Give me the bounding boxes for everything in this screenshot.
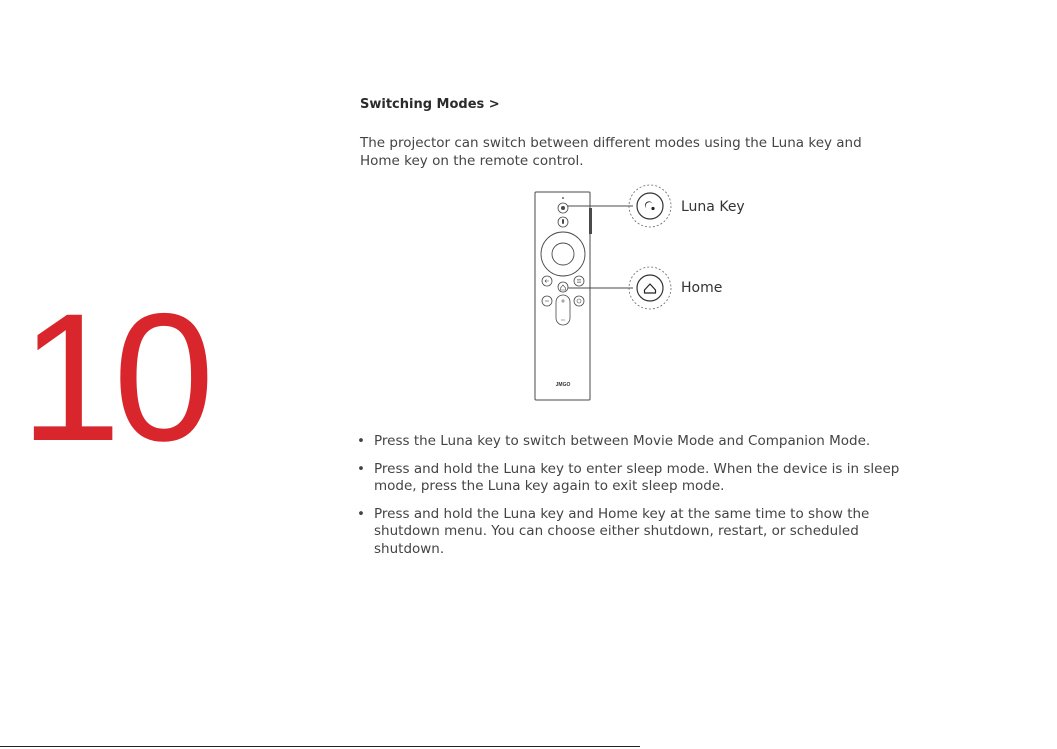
settings-key: [542, 296, 552, 306]
back-key: [542, 276, 552, 286]
list-item: [357, 433, 917, 451]
bullet-symbol: •: [357, 433, 365, 449]
home-key-on-remote: [558, 282, 568, 292]
section-title: Switching Modes >: [360, 97, 500, 112]
remote-control-figure: [520, 182, 780, 407]
footer-divider: [0, 746, 640, 747]
list-item-text: Press the Luna key to switch between Movie Mode and Companion Mode.: [374, 433, 871, 449]
bullet-symbol: •: [357, 460, 365, 477]
remote-side-button: [589, 208, 592, 234]
focus-key: [574, 296, 584, 306]
remote-brand: JMGO: [555, 382, 571, 388]
menu-key: [574, 276, 584, 286]
list-item-text: Press and hold the Luna key to enter sleep mode. When the device is in sleep mode, press the Luna key again to exit sleep mode.: [374, 460, 900, 494]
remote-control-illustration: [520, 182, 780, 407]
list-item: [357, 461, 917, 496]
home-icon: [629, 267, 671, 309]
list-item: [357, 506, 917, 559]
home-key-label: Home: [681, 280, 723, 296]
dpad-center: [552, 243, 574, 265]
page-number: 10: [20, 275, 207, 479]
intro-paragraph: The projector can switch between different modes using the Luna key and Home key on the remote control.: [360, 135, 862, 169]
luna-icon: [629, 185, 671, 227]
bullet-symbol: •: [357, 505, 365, 522]
luna-key-label: Luna Key: [681, 199, 745, 215]
voice-key: [558, 217, 568, 227]
instruction-list: [357, 433, 917, 568]
luna-key-on-remote: [558, 203, 568, 213]
list-item-text: Press and hold the Luna key and Home key at the same time to show the shutdown menu. You can choose either shutdown, restart, or scheduled shutdown.: [374, 505, 870, 557]
indicator-light: [562, 197, 564, 199]
